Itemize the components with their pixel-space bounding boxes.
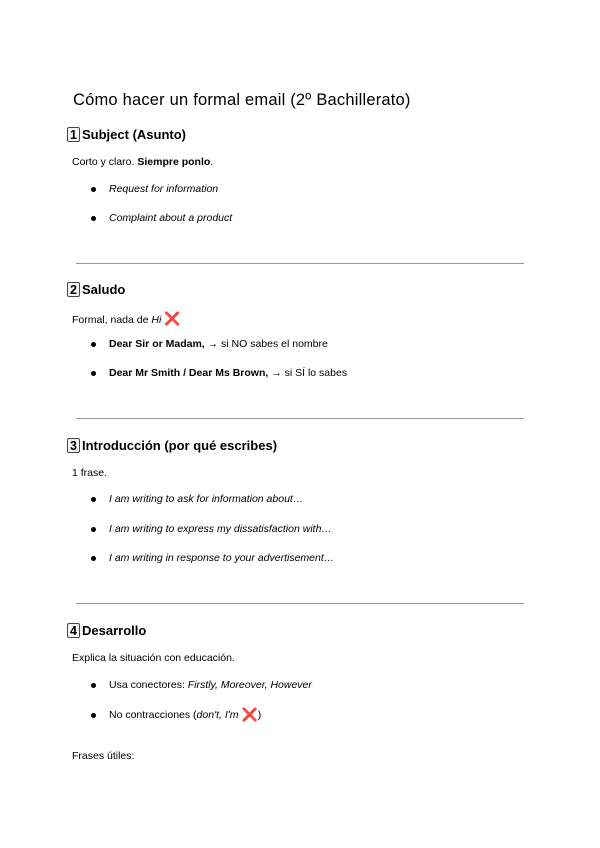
list-item-text: I am writing in response to your advertisement…	[109, 552, 335, 564]
list-item-text: I am writing to ask for information about…	[109, 493, 304, 505]
intro-end-text: .	[210, 156, 214, 168]
list-item-text: → si SÍ lo sabes	[268, 367, 348, 379]
section-1-intro	[72, 156, 213, 168]
list-item	[91, 183, 218, 195]
list-item-italic-text: don't, I'm	[196, 709, 239, 721]
list-item-bold-text: Dear Sir or Madam,	[109, 338, 205, 350]
section-3-heading	[67, 438, 277, 453]
section-number-badge: 3	[67, 438, 80, 453]
bullet-icon	[91, 371, 96, 376]
list-item-bold-text: Dear Mr Smith / Dear Ms Brown,	[109, 367, 269, 379]
page-title: Cómo hacer un formal email (2º Bachillerato)	[73, 91, 411, 109]
section-1-heading	[67, 127, 186, 142]
bullet-icon	[91, 556, 96, 561]
intro-text: Corto y claro.	[72, 156, 138, 168]
section-heading-text: Introducción (por qué escribes)	[82, 438, 278, 453]
section-2-intro	[72, 311, 181, 327]
list-item	[91, 707, 261, 723]
list-item	[91, 493, 303, 505]
list-item-text: Request for information	[109, 183, 219, 195]
section-4-intro: Explica la situación con educación.	[72, 652, 235, 664]
divider	[76, 263, 524, 264]
divider	[76, 603, 524, 604]
section-number-badge: 1	[67, 127, 80, 142]
list-item-text: Usa conectores:	[109, 679, 188, 691]
bullet-icon	[91, 216, 96, 221]
cross-mark-icon: ❌	[164, 311, 181, 326]
list-item-text: I am writing to express my dissatisfaction with…	[109, 523, 332, 535]
list-item	[91, 212, 232, 224]
list-item	[91, 338, 328, 350]
section-3-intro: 1 frase.	[72, 467, 108, 479]
bullet-icon	[91, 527, 96, 532]
section-number-badge: 2	[67, 282, 80, 297]
bullet-icon	[91, 342, 96, 347]
divider	[76, 418, 524, 419]
useful-phrases-label: Frases útiles:	[72, 750, 135, 762]
bullet-icon	[91, 497, 96, 502]
section-number-badge: 4	[67, 623, 80, 638]
list-item-italic-text: Firstly, Moreover, However	[187, 679, 312, 691]
cross-mark-icon: ❌	[241, 707, 258, 722]
intro-italic-text: Hi	[151, 314, 162, 326]
intro-bold-text: Siempre ponlo	[137, 156, 211, 168]
list-item-text: Complaint about a product	[109, 212, 233, 224]
section-4-heading	[67, 623, 146, 638]
list-item	[91, 552, 334, 564]
bullet-icon	[91, 713, 96, 718]
list-item	[91, 523, 332, 535]
section-2-heading	[67, 282, 125, 297]
bullet-icon	[91, 187, 96, 192]
list-item-text: No contracciones (	[109, 709, 197, 721]
list-item-end-text: )	[257, 709, 262, 721]
section-heading-text: Subject (Asunto)	[82, 127, 186, 142]
intro-text: Formal, nada de	[72, 314, 152, 326]
list-item-text: → si NO sabes el nombre	[204, 338, 328, 350]
section-heading-text: Desarrollo	[82, 623, 147, 638]
section-heading-text: Saludo	[82, 282, 126, 297]
bullet-icon	[91, 683, 96, 688]
list-item	[91, 367, 347, 379]
list-item	[91, 679, 312, 691]
